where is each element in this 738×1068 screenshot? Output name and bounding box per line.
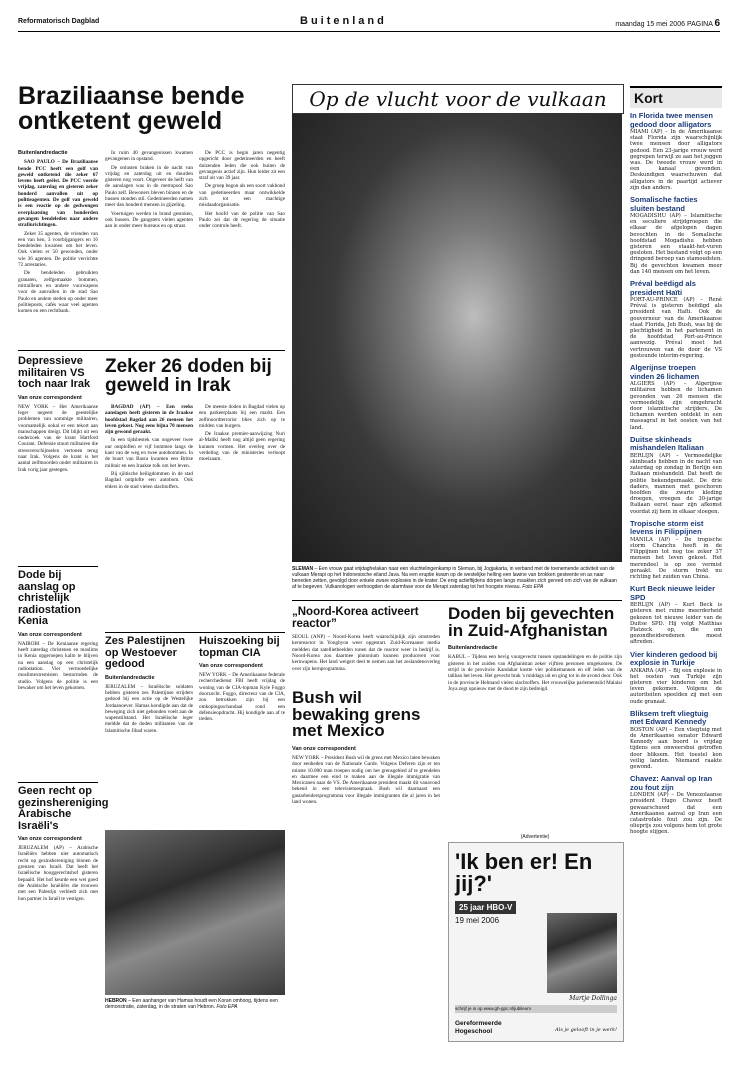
afghan-article bbox=[448, 606, 622, 816]
hebron-caption bbox=[105, 998, 285, 1010]
dode-headline: Dode bij aanslag op christelijk radiostation Kenia bbox=[18, 569, 81, 628]
page-number: 6 bbox=[714, 18, 720, 29]
geen-text: JERUZALEM (AP) – Arabische Israëliërs hebben niet automatisch recht op gezinshereniging binnen de grenzen van Israël. Dat heeft het Israëlische hooggerechtshof gisteren bepaald. Het hof keurde een wet goed die Arabische Israëliërs die trouwen met een Palestijn verbiedt zich met hun partner in Israël te vestigen. bbox=[18, 845, 98, 902]
brazil-p5: Voertuigen werden in brand gestoken, ook bussen. De gangsters vielen agenten aan in onder meer bureaus en op straat. bbox=[105, 210, 193, 230]
iraq-article bbox=[105, 358, 285, 395]
kort-item bbox=[630, 585, 722, 645]
kort-item bbox=[630, 520, 722, 580]
huiszoeking-text: NEW YORK – De Amerikaanse federale recherchedienst FBI heeft vrijdag de woning van de CIA-topman Kyle Foggo doorzocht. Foggo, directeur van de CIA, zou betrokken zijn bij een omkopingsschandaal rond een defensieopdracht. Hij kondigde aan af te treden. bbox=[199, 672, 285, 723]
afghan-text: KABUL – Tijdens een hevig vuurgevecht tussen opstandelingen en de politie zijn gisteren in het zuiden van Afghanistan zeker vijftien personen omgekomen. De strijd in de provincie Kandahar kostte vier politiemannen en elf leden van de taliban het leven. Het gevecht brak 's middags uit en ging tot in de avond door. Ook in de provincie Helmand vielen slachtoffers. Het vrouwelijke parlementslid Malalai Joya zegt opnieuw met de dood te zijn bedreigd. bbox=[448, 654, 622, 692]
afghan-kicker: Buitenlandredactie bbox=[448, 645, 498, 652]
kort-item-text: ANKARA (AP) – Bij een explosie in het oosten van Turkije zijn gisteren vier kinderen om het leven gekomen. Volgens de autoriteiten speelden zij met een oude granaat. bbox=[630, 667, 722, 705]
vulkaan-photo bbox=[292, 114, 622, 562]
kort-item-title: Préval beëdigd als president Haïti bbox=[630, 279, 696, 297]
dode-text: NAIROBI – De Keniaanse regering heeft zaterdag christenen en moslims in Kenia opgeroepen kalm te blijven na een aanslag op een christelijk radiostation. Vier vermoedelijke moslimextremisten bestormden de studio. Volgens de politie is een bewaker om het leven gekomen. bbox=[18, 640, 98, 691]
kort-item-title: Kurt Beck nieuwe leider SPD bbox=[630, 584, 716, 602]
kort-item-title: Tropische storm eist levens in Filippijnen bbox=[630, 518, 704, 537]
paper-name: Reformatorisch Dagblad bbox=[18, 18, 100, 25]
zes-text: JERUZALEM – Israëlische soldaten hebben gisteren zes Palestijnse strijders gedood bij een actie op de Westelijke Jordaanoever. Hamas kondigde aan dat de beweging zich niet gebonden voelt aan de wapenstilstand. Het Israëlische leger meldde dat de doden militanten van de Islamitische Jihad waren. bbox=[105, 683, 193, 734]
kort-item-text: PORT-AU-PRINCE (AP) – René Préval is gisteren beëdigd als president van Haïti. Ook de gouverneur van de Amerikaanse staat Florida, Jeb Bush, was bij de plechtigheid in het parlement in de hoofdstad Port-au-Prince aanwezig. Préval moet het vertrouwen van de door de VS gesteunde interim-regering. bbox=[630, 297, 722, 359]
brazil-p6: De PCC is begin jaren negentig opgericht door gedetineerden en heeft duizenden leden die ook buiten de gevangenis actief zijn. Hun leider zit een straf uit van 39 jaar. bbox=[199, 150, 285, 182]
kort-item bbox=[630, 280, 722, 359]
hebron-photo bbox=[105, 830, 285, 995]
left-rule-2 bbox=[18, 782, 98, 783]
mid-rule bbox=[105, 632, 285, 633]
afghan-headline: Doden bij gevechten in Zuid-Afghanistan bbox=[448, 604, 615, 640]
brazil-col-3 bbox=[199, 150, 285, 346]
brazil-col-1 bbox=[18, 150, 98, 346]
brazil-p1: Zeker 35 agenten, de vrienden van een van hen, 3 voorbijgangers en 16 bendeleden kwamen om het leven. Ook vielen er 50 gewonden, onder wie 36 agenten. De politie verrichtte 72 arrestaties. bbox=[18, 230, 98, 269]
header-rule bbox=[18, 31, 720, 32]
kort-item bbox=[630, 364, 722, 431]
iraq-col-2 bbox=[199, 404, 285, 626]
hebron-caption-label: HEBRON bbox=[105, 998, 127, 1004]
kort-item-text: ALGIERS (AP) – Algerijnse militairen hebben de lichamen gevonden van 26 mensen die vermoedelijk zijn omgebracht door islamitische strijders. De lichamen werden ontdekt in een massagraf in het oosten van het land. bbox=[630, 381, 722, 431]
kort-item bbox=[630, 196, 722, 275]
kort-item-title: Duitse skinheads mishandelen Italiaan bbox=[630, 434, 704, 453]
brazil-p7: De groep begon als een soort vakbond van gedetineerden maar ontwikkelde zich tot een machtige misdaadorganisatie. bbox=[199, 183, 285, 209]
kort-item-title: Algerijnse troepen vinden 26 lichamen bbox=[630, 363, 700, 381]
vulkaan-title-box bbox=[292, 84, 624, 114]
kort-item-title: Vier kinderen gedood bij explosie in Turkije bbox=[630, 649, 718, 668]
brazil-kicker: Buitenlandredactie bbox=[18, 150, 68, 156]
kort-item-title: Chavez: Aanval op Iran zou fout zijn bbox=[630, 774, 713, 792]
kort-item-text: BERLIJN (AP) – Kurt Beck is gisteren met ruime meerderheid gekozen tot nieuwe leider van de Duitse SPD. Hij volgt Matthias Platzeck op, die om gezondheidsredenen moest aftreden. bbox=[630, 602, 722, 646]
dode-kicker: Van onze correspondent bbox=[18, 631, 82, 638]
brazil-p8: Het hoofd van de politie van Sao Paulo zei dat de regering de situatie onder controle heeft. bbox=[199, 210, 285, 230]
iraq-p4: De Iraakse premier-aanwijzing Nuri al-Maliki heeft nog altijd geen regering kunnen vormen. Het overleg over de verdeling van de ministeries verloopt moeizaam. bbox=[199, 431, 285, 463]
iraq-p1: In een tijdsbestek van ongeveer twee uur ontploften er vijf bommen langs de kant van de weg en twee autobommen. In de buurt van Basra kwamen een Britse militair en een Iraakse tolk om het leven. bbox=[105, 437, 193, 469]
kort-item bbox=[630, 710, 722, 770]
brazil-article bbox=[18, 84, 283, 133]
kort-item bbox=[630, 112, 722, 191]
brazil-p4: De onlusten braken in de nacht van vrijdag en zaterdag uit en duurden gisteren nog voort. Ongeveer de helft van de aanslagen was in de metropool Sao Paulo zelf. Bewoners bleven binnen en de bussen stonden stil. Gedetineerden namen meer dan honderd mensen in gijzeling. bbox=[105, 164, 193, 209]
huiszoeking-article bbox=[199, 636, 285, 792]
section-name: Buitenland bbox=[300, 15, 387, 27]
bush-headline: Bush wil bewaking grens met Mexico bbox=[292, 688, 421, 741]
bottom-rule bbox=[292, 600, 622, 601]
brazil-p2: De bendeleden gebruikten granaten, zelfgemaakte bommen, mitrailleurs en andere vuurwapens voor de aanvallen in de stad Sao Paulo en andere steden op onder meer politieposts, cafés waar veel agenten komen en een rechtbank. bbox=[18, 270, 98, 315]
zes-kicker: Buitenlandredactie bbox=[105, 674, 155, 681]
advertisement[interactable] bbox=[448, 842, 624, 1042]
page-label: PAGINA bbox=[686, 21, 713, 28]
kort-label: Kort bbox=[634, 90, 663, 106]
depressieve-kicker: Van onze correspondent bbox=[18, 394, 82, 401]
hebron-credit: Foto EPA bbox=[216, 1004, 238, 1010]
bush-kicker: Van onze correspondent bbox=[292, 745, 356, 752]
kort-item-text: MIAMI (AP) – In de Amerikaanse staat Florida zijn waarschijnlijk twee mensen door alligators gedood. Een 23-jarige vrouw werd gegrepen terwijl ze aan het joggen was. De tweede vrouw werd in een kanaal gevonden. Deskundigen waarschuwen dat alligators in de paartijd actiever zijn dan anders. bbox=[630, 129, 722, 191]
kort-item bbox=[630, 775, 722, 835]
geen-kicker: Van onze correspondent bbox=[18, 836, 82, 843]
iraq-headline: Zeker 26 doden bij geweld in Irak bbox=[105, 356, 272, 396]
brazil-col-2 bbox=[105, 150, 193, 346]
depressieve-text: NEW YORK – Het Amerikaanse leger negeert de geestelijke problemen van sommige militairen, voornamelijk ookal er een tekort aan manschappen dreigt. Dit blijkt uit een onderzoek van de krant Hartford Courant. Defensie stuurt militairen die stressverschijnselen vertonen terug naar Irak. Volgens de krant is het aantal zelfmoorden onder militairen in Irak vorig jaar gestegen. bbox=[18, 403, 98, 473]
korea-headline: „Noord-Korea activeert reactor” bbox=[292, 606, 419, 631]
depressieve-headline: Depressieve militairen VS toch naar Irak bbox=[18, 355, 91, 391]
issue-date: maandag 15 mei 2006 bbox=[615, 21, 685, 28]
ad-date-line: 25 jaar HBO-V bbox=[455, 901, 516, 914]
kort-item-text: BERLIJN (AP) – Vermoedelijke skinheads hebben in de nacht van zaterdag op zondag in Berlijn een Italiaan mishandeld. Dat heeft de politie bekendgemaakt. De drie daders, mannen met geschoren hoofden die zwarte kleding droegen, vroegen de 30-jarige Italiaan eerst naar zijn afkomst voordat zij hem in elkaar sloegen. bbox=[630, 452, 722, 515]
brazil-headline: Braziliaanse bende ontketent geweld bbox=[18, 82, 245, 135]
kort-list bbox=[630, 112, 722, 1042]
huiszoeking-headline: Huiszoeking bij topman CIA bbox=[199, 635, 280, 659]
iraq-p3: De meeste doden in Bagdad vielen op een parkeerplaats bij een markt. Een zelfmoordterrorist blies zich op te midden van burgers. bbox=[199, 404, 285, 429]
kort-item-title: In Florida twee mensen gedood door alligators bbox=[630, 112, 713, 129]
kort-item-title: Bliksem treft vliegtuig met Edward Kennedy bbox=[630, 708, 709, 727]
geen-headline: Geen recht op gezinshereniging Arabische Israëli's bbox=[18, 785, 109, 832]
ad-date: 19 mei 2006 bbox=[455, 916, 500, 925]
ad-tagline: Als je gelooft in je werk! bbox=[555, 1027, 617, 1033]
kort-item-text: BOSTON (AP) – Een vliegtuig met de Amerikaanse senator Edward Kennedy aan boord is vrijdag tijdens een onweersbui getroffen door bliksem. Het toestel kon veilig landen. Niemand raakte gewond. bbox=[630, 726, 722, 771]
bush-text: NEW YORK – President Bush wil de grens met Mexico laten bewaken door eenheden van de Nationale Garde. Volgens Deferen zijn er ten minste 10.000 man troepen nodig om het grensgebied af te grendelen en daarmee een eind te maken aan de illegale immigratie van Mexicanen naar de VS. De Amerikaanse president maakt dit vanavond bekend in een televisietoespraak. Bush wil daarnaast een gastarbeidersprogramma voor illegale immigranten die al jaren in het land wonen. bbox=[292, 754, 440, 806]
zes-headline: Zes Palestijnen op Westoever gedood bbox=[105, 635, 186, 671]
vulkaan-credit: Foto EPA bbox=[522, 584, 544, 590]
zes-article bbox=[105, 636, 193, 804]
ad-url[interactable]: schrijf je in op www.gh-gpc.nl/jubileum bbox=[455, 1005, 617, 1013]
brazil-rule bbox=[18, 350, 285, 351]
huiszoeking-kicker: Van onze correspondent bbox=[199, 663, 263, 670]
kort-item bbox=[630, 651, 722, 705]
brazil-lead: SAO PAULO – De Braziliaanse bende PCC heeft een golf van geweld ontketend die zeker 67 levens heeft geëist. De PCC voerde vrijdag, zaterdag en gisteren zeker honderd aanvallen uit op politieagenten. De golf van geweld is een reactie op de gedwongen overplaatsing van honderden gevangen bendeleden naar andere strafinrichtingen. bbox=[18, 159, 98, 229]
bush-article bbox=[292, 690, 440, 975]
kort-header bbox=[630, 86, 722, 108]
page-info bbox=[615, 18, 720, 29]
dode-article bbox=[18, 570, 98, 811]
brazil-p3: In ruim 40 gevangenissen kwamen gevangenen in opstand. bbox=[105, 150, 193, 163]
vulkaan-caption bbox=[292, 566, 622, 590]
hebron-caption-text: – Een aanhanger van Hamas houdt een Koran omhoog, tijdens een demonstratie, zaterdag, in de straten van Hebron. bbox=[105, 998, 278, 1010]
ad-school: Gereformeerde Hogeschool bbox=[455, 1020, 502, 1035]
kort-item-text: LONDEN (AP) – De Venezolaanse president Hugo Chavez heeft gewaarschuwd dat een Amerikaanse aanval op Iran een catastrofale fout zou zijn. De olieprijs zou volgens hem tot grote hoogte stijgen. bbox=[630, 792, 722, 836]
kort-item-text: MANILA (AP) – De tropische storm Chanchu heeft in de Filippijnen tot nog toe zeker 37 mensen het leven gekost. Het merendeel is op zee vermist geraakt. De storm trekt nu richting het zuiden van China. bbox=[630, 536, 722, 580]
vulkaan-headline: Op de vlucht voor de vulkaan bbox=[309, 87, 607, 111]
vulkaan-caption-text: – Een vrouw gaat vrijdaghelakan naar een vluchtelingenkamp in Sleman, bij Jogjakarta, in verband met de toenemende activiteit van de vulkaan Merapi op het Indonesische eiland Java. Na een eruptie kwam op de westelijke helling een lawine van brokken gesteente en as naar beneden zetten, gevolgd door enkele zware explosies in de krater. De enig actieftijdens dorpen langs maakten zich gereed om zich van de vulkaan af te begeven. Vulkanologen verhoogden de alarmfase voor de Merapi zaterdag tot het hoogste niveau. bbox=[292, 566, 617, 590]
kort-item bbox=[630, 436, 722, 515]
ad-label: (Advertentie) bbox=[520, 834, 550, 840]
iraq-lead: BAGDAD (AP) – Een reeks aanslagen heeft gisteren in de Iraakse hoofdstad Bagdad aan 26 mensen het leven gekost. Nog eens bijna 70 mensen zijn gewond geraakt. bbox=[105, 404, 193, 436]
iraq-col-1 bbox=[105, 404, 193, 626]
korea-text: SEOUL (ANP) – Noord-Korea heeft waarschijnlijk zijn omstreden kernreactor in Yongbyon weer opgestart. Zuid-Koreaanse media meldden dat satellietbeelden tonen dat de reactor weer in bedrijf is. Noord-Korea zou daarmee plutonium kunnen produceren voor kernwapens. Het land weigert deel te nemen aan het zeslandenoverleg over zijn kernprogramma. bbox=[292, 634, 440, 672]
left-rule-1 bbox=[18, 566, 98, 567]
ad-person: Martje Dollinga bbox=[569, 995, 617, 1002]
iraq-p2: Bij sjiitische heiligdommen in de stad Bagdad ontplofte een autobom. Ook elders in de stad vielen slachtoffers. bbox=[105, 470, 193, 490]
depressieve-article bbox=[18, 356, 98, 554]
kort-item-text: MOGADISHU (AP) – Islamitische en seculiere strijdgroepen die elkaar de afgelopen dagen bevochten in de Somalische hoofdstad Mogadishu hebben gisteren een staakt-het-vuren gesloten. Het bestand volgt op een dringend beroep van stamoudsten. Bij de gevechten kwamen meer dan 140 mensen om het leven. bbox=[630, 213, 722, 275]
geen-article bbox=[18, 785, 109, 1055]
ad-photo bbox=[547, 913, 617, 993]
kort-item-title: Somalische facties sluiten bestand bbox=[630, 195, 698, 213]
ad-headline: 'Ik ben er! En jij?' bbox=[455, 849, 593, 896]
vulkaan-caption-label: SLEMAN bbox=[292, 566, 314, 572]
